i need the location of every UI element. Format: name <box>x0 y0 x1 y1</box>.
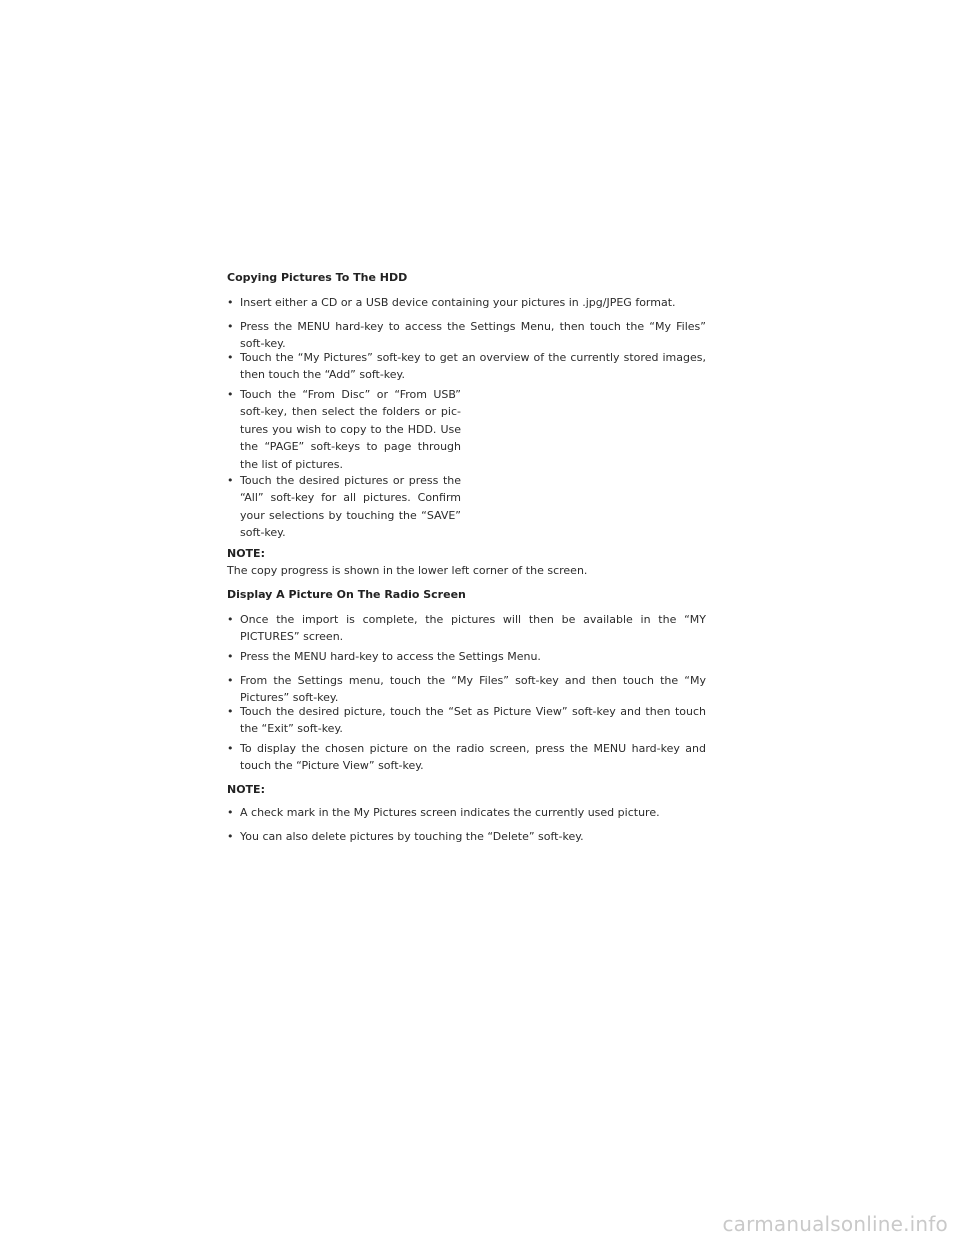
list-item: • Insert either a CD or a USB device containing your pictures in .jpg/JPEG format. <box>227 294 706 311</box>
list-item: • A check mark in the My Pictures screen indicates the currently used picture. <box>227 804 706 821</box>
bullet: • <box>227 474 234 487</box>
bullet: • <box>227 650 234 663</box>
bullet: • <box>227 296 234 309</box>
note-label: NOTE: <box>227 547 265 560</box>
list-item: • To display the chosen picture on the radio screen, press the MENU hard-key and touch the “Picture View” soft-key. <box>227 742 706 773</box>
bullet: • <box>227 830 234 843</box>
bullet: • <box>227 613 234 626</box>
bullet: • <box>227 320 234 333</box>
list-item: • Touch the “From Disc” or “From USB” soft-key, then select the folders or pic-tures you wish to copy to the HDD. Use the “PAGE” soft-keys to page through the list of pictures. <box>227 388 461 471</box>
list-item: • From the Settings menu, touch the “My Files” soft-key and then touch the “My Pictures” soft-key. <box>227 674 706 705</box>
bullet: • <box>227 388 234 401</box>
section-heading-display: Display A Picture On The Radio Screen <box>227 588 466 601</box>
list-item: • Once the import is complete, the pictures will then be available in the “MY PICTURES” screen. <box>227 613 706 644</box>
list-item: • You can also delete pictures by touching the “Delete” soft-key. <box>227 828 706 845</box>
list-item: • Touch the desired pictures or press the “All” soft-key for all pictures. Confirm your selections by touching the “SAVE” soft-key. <box>227 474 461 540</box>
bullet: • <box>227 742 234 755</box>
list-item: • Press the MENU hard-key to access the Settings Menu, then touch the “My Files” soft-key. <box>227 320 706 351</box>
section-heading-copying: Copying Pictures To The HDD <box>227 271 408 284</box>
bullet: • <box>227 705 234 718</box>
list-item: • Press the MENU hard-key to access the Settings Menu. <box>227 648 706 665</box>
bullet: • <box>227 351 234 364</box>
bullet: • <box>227 806 234 819</box>
note-label: NOTE: <box>227 783 265 796</box>
list-item: • Touch the “My Pictures” soft-key to get an overview of the currently stored images, then touch the “Add” soft-key. <box>227 351 706 382</box>
bullet: • <box>227 674 234 687</box>
watermark: carmanualsonline.info <box>722 1212 948 1236</box>
list-item: • Touch the desired picture, touch the “Set as Picture View” soft-key and then touch the “Exit” soft-key. <box>227 705 706 736</box>
note-text: The copy progress is shown in the lower left corner of the screen. <box>227 564 588 577</box>
